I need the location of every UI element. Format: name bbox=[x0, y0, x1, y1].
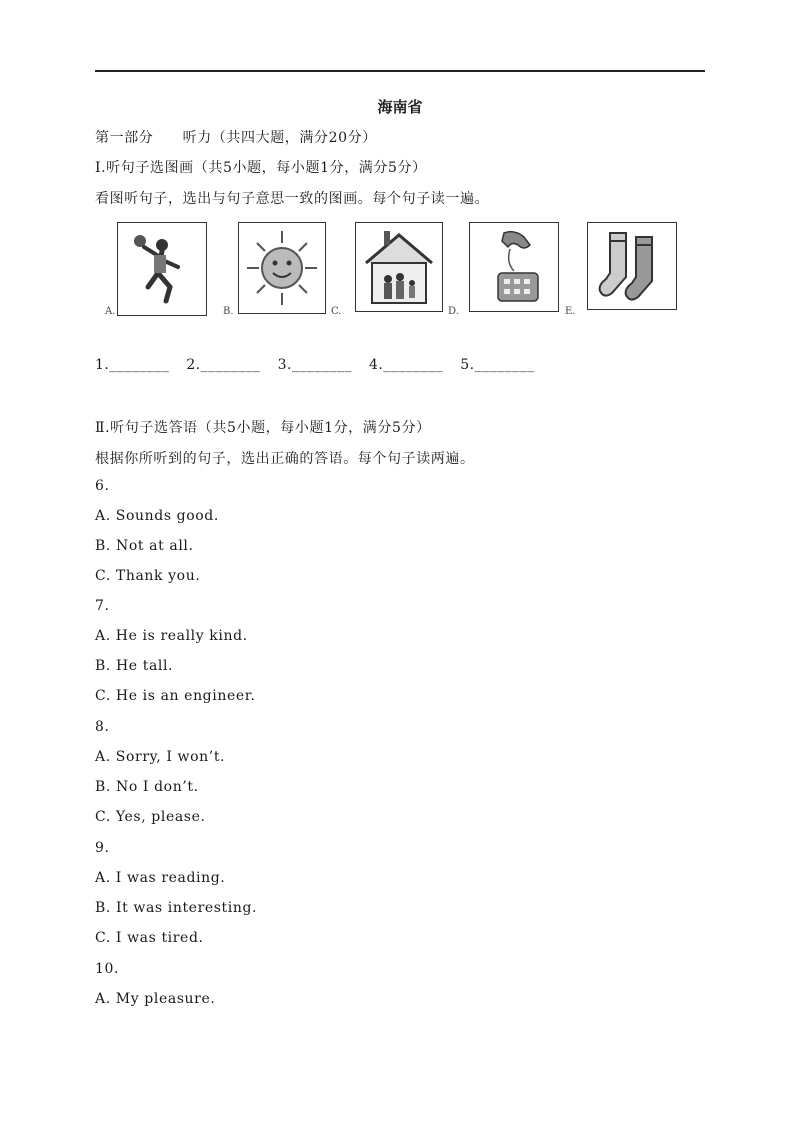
question-number: 6. bbox=[95, 478, 110, 494]
option-text: C. Yes, please. bbox=[95, 809, 206, 825]
socks-icon bbox=[587, 222, 677, 310]
family-house-icon bbox=[355, 222, 443, 312]
option-text: A. I was reading. bbox=[95, 870, 226, 886]
part-heading: 第一部分 听力（共四大题，满分20分） bbox=[95, 130, 377, 146]
picture-d bbox=[448, 222, 563, 322]
option-text: C. Thank you. bbox=[95, 568, 201, 584]
option-text: A. My pleasure. bbox=[95, 991, 216, 1007]
section2-instruction: 根据你所听到的句子，选出正确的答语。每个句子读两遍。 bbox=[95, 451, 475, 467]
picture-row bbox=[95, 222, 715, 322]
question-number: 7. bbox=[95, 598, 110, 614]
picture-c-label: C. bbox=[331, 306, 342, 317]
answer-blanks bbox=[95, 357, 547, 373]
answer-blank-3[interactable]: 3.________ bbox=[277, 357, 352, 373]
option-text: B. Not at all. bbox=[95, 538, 194, 554]
telephone-icon bbox=[469, 222, 559, 312]
option-text: A. Sounds good. bbox=[95, 508, 219, 524]
answer-blank-1[interactable]: 1.________ bbox=[95, 357, 170, 373]
option-text: C. I was tired. bbox=[95, 930, 204, 946]
picture-b-label: B. bbox=[223, 306, 234, 317]
header-rule bbox=[95, 70, 705, 72]
option-text: B. No I don’t. bbox=[95, 779, 199, 795]
picture-d-label: D. bbox=[448, 306, 459, 317]
section2-heading: Ⅱ.听句子选答语（共5小题，每小题1分，满分5分） bbox=[95, 420, 431, 436]
basketball-player-icon bbox=[117, 222, 207, 316]
picture-c bbox=[331, 222, 446, 322]
answer-blank-4[interactable]: 4.________ bbox=[368, 357, 444, 373]
answer-blank-5[interactable]: 5.________ bbox=[460, 357, 535, 373]
page-title: 海南省 bbox=[377, 98, 423, 116]
question-number: 8. bbox=[95, 719, 110, 735]
answer-blank-2[interactable]: 2.________ bbox=[186, 357, 261, 373]
smiling-sun-icon bbox=[238, 222, 326, 314]
question-number: 9. bbox=[95, 840, 110, 856]
picture-a-label: A. bbox=[105, 306, 116, 317]
option-text: C. He is an engineer. bbox=[95, 688, 256, 704]
picture-e bbox=[565, 222, 685, 322]
option-text: B. It was interesting. bbox=[95, 900, 258, 916]
question-number: 10. bbox=[95, 961, 120, 977]
option-text: A. Sorry, I won’t. bbox=[95, 749, 226, 765]
picture-e-label: E. bbox=[565, 306, 576, 317]
option-text: B. He tall. bbox=[95, 658, 174, 674]
section1-instruction: 看图听句子，选出与句子意思一致的图画。每个句子读一遍。 bbox=[95, 191, 490, 207]
option-text: A. He is really kind. bbox=[95, 628, 248, 644]
picture-a bbox=[95, 222, 210, 322]
picture-b bbox=[213, 222, 328, 322]
section1-heading: I.听句子选图画（共5小题，每小题1分，满分5分） bbox=[95, 160, 427, 176]
